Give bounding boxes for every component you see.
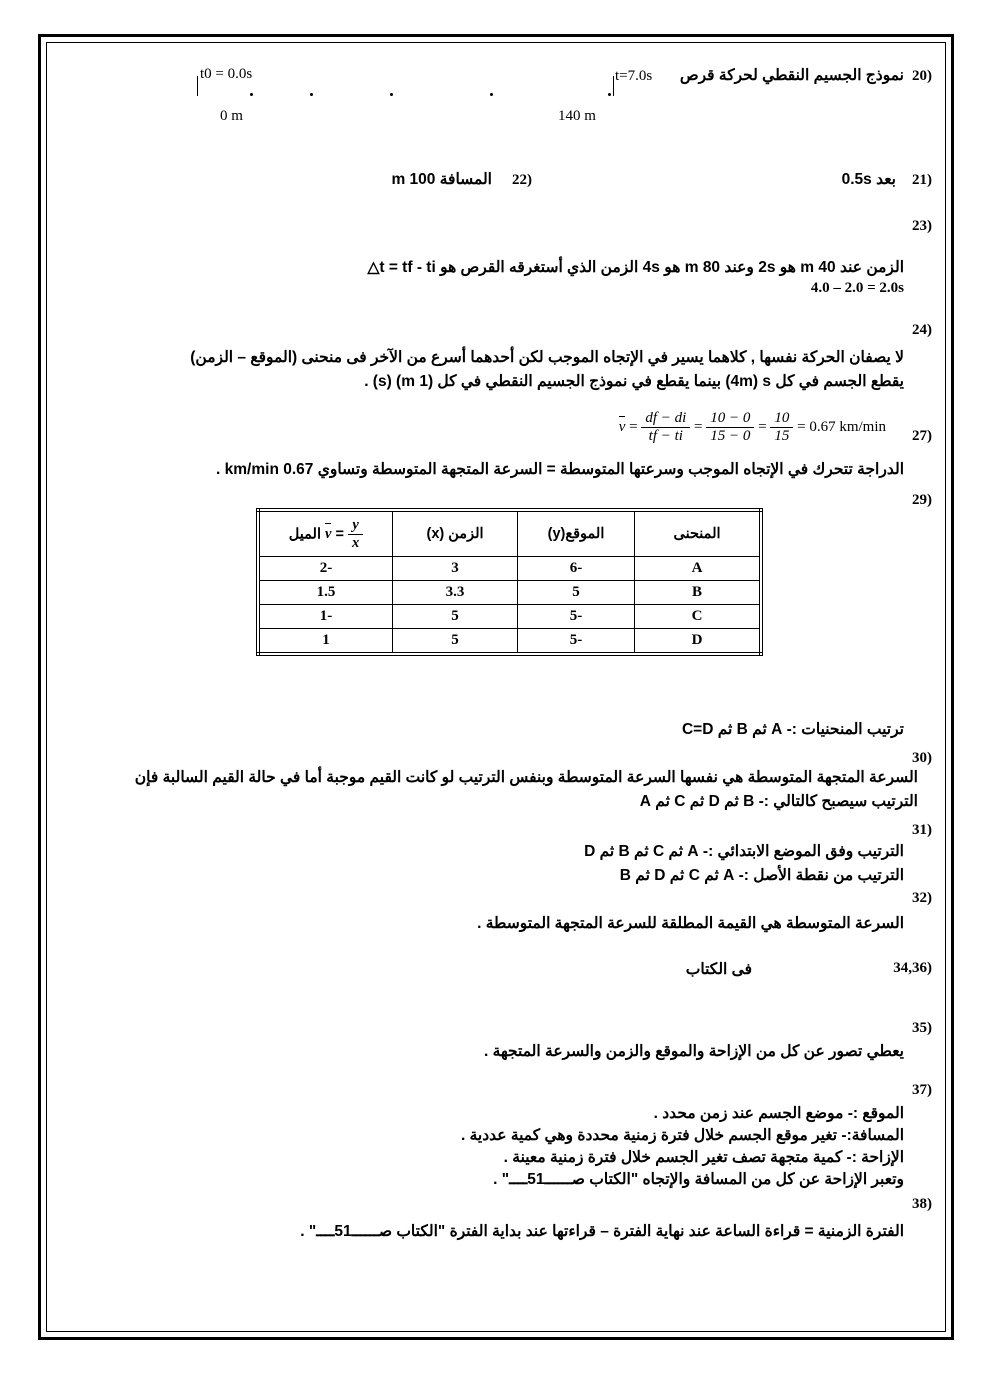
question-block-37 xyxy=(60,1082,932,1192)
question-number-37: 37) xyxy=(912,1082,932,1098)
q20-end-time: t=7.0s xyxy=(615,68,653,84)
q27-frac1-numerator: df − di xyxy=(641,410,690,428)
q20-dot xyxy=(250,93,253,96)
q30-line-1: السرعة المتجهة المتوسطة هي نفسها السرعة المتوسطة وبنفس الترتيب لو كانت القيم موجبة أما في حالة القيم السالبة فإن xyxy=(134,769,918,786)
question-number-32: 32) xyxy=(912,890,932,906)
question-block-31 xyxy=(60,822,932,882)
question-block-23 xyxy=(60,218,932,298)
q27-fraction-2 xyxy=(706,410,754,445)
q20-tick-start xyxy=(197,76,198,96)
q27-equation: v = $\frac{df - di}{tf - ti}$ = $\frac{10 - 0}{15 - 0}$ = $\frac{10}{15}$ = 0.67 km/min xyxy=(618,410,886,444)
q20-end-position: 140 m xyxy=(558,108,596,124)
q27-frac3-numerator: 10 xyxy=(770,410,793,428)
q23-line-2: 4.0 – 2.0 = 2.0s xyxy=(810,280,904,296)
q37-line-4: وتعبر الإزاحة عن كل من المسافة والإتجاه "الكتاب صــــــ51ــــ" . xyxy=(493,1171,904,1188)
q29-order-line-block xyxy=(60,720,932,750)
q27-frac3-denominator: 15 xyxy=(774,428,790,444)
cell-position: -5 xyxy=(518,629,635,655)
q20-start-time: t0 = 0.0s xyxy=(200,66,253,82)
table-header-time: الزمن (x) xyxy=(393,510,518,557)
question-block-34-36 xyxy=(60,960,932,1000)
q20-dot xyxy=(310,93,313,96)
table-row xyxy=(258,605,761,629)
slope-v-symbol: v xyxy=(325,525,332,542)
q27-frac1-denominator: tf − ti xyxy=(648,428,683,444)
q3436-line-1: فى الكتاب xyxy=(685,961,752,978)
q27-frac2-numerator: 10 − 0 xyxy=(706,410,754,428)
cell-position: -6 xyxy=(518,557,635,581)
cell-curve: D xyxy=(635,629,762,655)
q27-line-2: الدراجة تتحرك في الإتجاه الموجب وسرعتها المتوسطة = السرعة المتجهة المتوسطة وتساوي 0.67 km/min . xyxy=(216,461,904,478)
question-number-29: 29) xyxy=(912,492,932,508)
question-block-30 xyxy=(60,750,932,810)
table-row xyxy=(258,629,761,655)
cell-time: 3.3 xyxy=(393,581,518,605)
cell-curve: B xyxy=(635,581,762,605)
slope-numerator: y xyxy=(348,517,363,535)
cell-slope: -1 xyxy=(258,605,393,629)
q37-line-3: الإزاحة :- كمية متجهة تصف تغير الجسم خلال فترة زمنية معينة . xyxy=(503,1149,904,1166)
question-block-21-22 xyxy=(60,168,932,204)
q37-line-2: المسافة:- تغير موقع الجسم خلال فترة زمنية محددة وهي كمية عددية . xyxy=(460,1127,904,1144)
question-number-34-36: 34,36) xyxy=(893,960,932,976)
table-header-slope: $\frac{y}{x}$ = v الميل xyxy=(258,510,393,557)
q29-order-line: ترتيب المنحنيات :- A ثم B ثم C=D xyxy=(681,721,904,738)
q20-tick-end xyxy=(613,76,614,96)
question-number-31: 31) xyxy=(912,822,932,838)
q21-answer: بعد 0.5s xyxy=(841,171,896,188)
cell-slope: 1.5 xyxy=(258,581,393,605)
cell-time: 5 xyxy=(393,629,518,655)
q20-title: نموذج الجسيم النقطي لحركة قرص xyxy=(679,67,904,84)
cell-time: 5 xyxy=(393,605,518,629)
question-number-35: 35) xyxy=(912,1020,932,1036)
table-row xyxy=(258,581,761,605)
table-header-row xyxy=(258,510,761,557)
q22-answer: المسافة 100 m xyxy=(391,171,492,188)
q27-frac2-denominator: 15 − 0 xyxy=(710,428,751,444)
q23-line-1: الزمن عند 40 m هو 2s وعند 80 m هو 4s الزمن الذي أستغرقه القرص هو t = tf - ti△ xyxy=(367,259,904,276)
question-block-35 xyxy=(60,1020,932,1070)
q37-line-1: الموقع :- موضع الجسم عند زمن محدد . xyxy=(653,1105,904,1122)
cell-slope: 1 xyxy=(258,629,393,655)
question-number-20: 20) xyxy=(912,68,932,84)
slope-denominator: x xyxy=(351,534,360,551)
q32-line-1: السرعة المتوسطة هي القيمة المطلقة للسرعة المتجهة المتوسطة . xyxy=(477,915,904,932)
cell-slope: -2 xyxy=(258,557,393,581)
cell-time: 3 xyxy=(393,557,518,581)
q31-line-1: الترتيب وفق الموضع الابتدائي :- A ثم C ثم B ثم D xyxy=(584,843,904,860)
document-page xyxy=(60,60,932,1314)
q24-line-1: لا يصفان الحركة نفسها , كلاهما يسير في الإتجاه الموجب لكن أحدهما أسرع من الآخر فى منحنى (الموقع – الزمن) xyxy=(190,349,904,366)
q20-start-position: 0 m xyxy=(220,108,243,124)
question-number-30: 30) xyxy=(912,750,932,766)
q31-line-2: الترتيب من نقطة الأصل :- A ثم C ثم D ثم B xyxy=(619,867,904,884)
q27-fraction-3 xyxy=(770,410,793,445)
question-block-20 xyxy=(60,60,932,160)
slope-fraction xyxy=(348,517,363,552)
q27-fraction-1 xyxy=(641,410,690,445)
question-number-21: 21) xyxy=(912,172,932,188)
q27-v-symbol: v xyxy=(618,418,626,435)
table-header-curve: المنحنى xyxy=(635,510,762,557)
q27-result: = 0.67 km/min xyxy=(797,418,886,435)
table-row xyxy=(258,557,761,581)
question-number-24: 24) xyxy=(912,322,932,338)
question-block-32 xyxy=(60,890,932,950)
table-header-slope-label: الميل xyxy=(288,525,321,542)
cell-curve: C xyxy=(635,605,762,629)
question-block-29 xyxy=(60,492,932,722)
q20-dot xyxy=(390,93,393,96)
q20-dot xyxy=(608,93,611,96)
question-number-38: 38) xyxy=(912,1196,932,1212)
q38-line-1: الفترة الزمنية = قراءة الساعة عند نهاية الفترة – قراءتها عند بداية الفترة "الكتاب صــــــ51ــــ" . xyxy=(300,1223,904,1240)
question-number-22: 22) xyxy=(512,172,532,188)
question-block-38 xyxy=(60,1196,932,1256)
question-block-24 xyxy=(60,322,932,402)
curves-data-table xyxy=(256,508,763,656)
question-block-27 xyxy=(60,410,932,488)
table-header-position: الموقع(y) xyxy=(518,510,635,557)
cell-curve: A xyxy=(635,557,762,581)
q35-line-1: يعطي تصور عن كل من الإزاحة والموقع والزمن والسرعة المتجهة . xyxy=(483,1043,904,1060)
q30-line-2: الترتيب سيصبح كالتالي :- B ثم D ثم C ثم A xyxy=(639,793,918,810)
q20-dot xyxy=(490,93,493,96)
q24-line-2: يقطع الجسم في كل 4m) s) بينما يقطع في نموذج الجسيم النقطي في كل (1 m) (s) . xyxy=(364,373,904,390)
cell-position: 5 xyxy=(518,581,635,605)
cell-position: -5 xyxy=(518,605,635,629)
question-number-27: 27) xyxy=(912,428,932,444)
question-number-23: 23) xyxy=(912,218,932,234)
